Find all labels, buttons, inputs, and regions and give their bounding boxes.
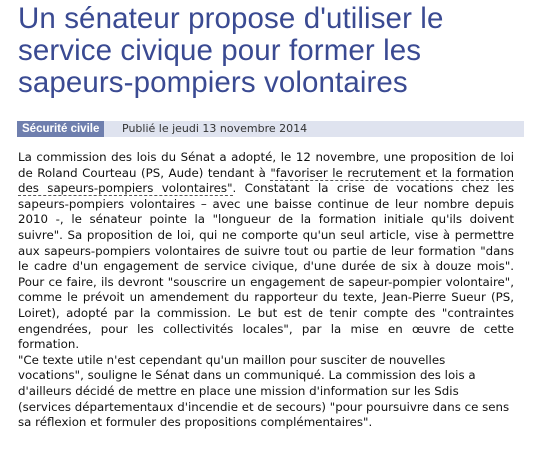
article-paragraph-2: "Ce texte utile n'est cependant qu'un maillon pour susciter de nouvelles vocations", souligne le Sénat dans un communiqué. La commission des lois a d'ailleurs décidé de mettre en place une mission d'information sur les Sdis (services départementaux d'incendie et de secours) "pour poursuivre dans ce sens sa réflexion et formuler des propositions complémentaires". — [18, 352, 510, 430]
paragraph-1-rest: . Constatant la crise de vocations chez les sapeurs-pompiers volontaires – avec une baisse continue de leur nombre depuis 2010 -, le sénateur pointe la "longueur de la formation initiale qu'ils doivent suivre". Sa proposition de loi, qui ne comporte qu'un seul article, vise à permettre aux sapeurs-pompiers volontaires de suivre tout ou partie de leur formation "dans le cadre d'un engagement de service civique, d'une durée de six à douze mois". Pour ce faire, ils devront "souscrire un engagement de sapeur-pompier volontaire", comme le prévoit un amendement du rapporteur du texte, Jean-Pierre Sueur (PS, Loiret), adopté par la commission. Le but est de tenir compte des "contraintes engendrées, pour les collectivités locales", par la mise en œuvre de cette formation. — [18, 181, 514, 352]
article-meta-bar — [17, 121, 524, 137]
category-badge[interactable]: Sécurité civile — [17, 121, 104, 137]
article-body — [18, 150, 514, 431]
publication-date: Publié le jeudi 13 novembre 2014 — [122, 122, 308, 135]
article-paragraph-1 — [18, 150, 514, 353]
paragraph-1-intro: La commission des lois du Sénat a adopté, le 12 novembre, une proposition de loi de Roland Courteau (PS, Aude) tendant à — [18, 150, 514, 180]
bill-quote-link[interactable]: "favoriser le recrutement et la formation des sapeurs-pompiers volontaires" — [18, 165, 514, 196]
page-left-border — [0, 0, 3, 472]
article-title: Un sénateur propose d'utiliser le service civique pour former les sapeurs-pompiers volontaires — [18, 2, 444, 99]
